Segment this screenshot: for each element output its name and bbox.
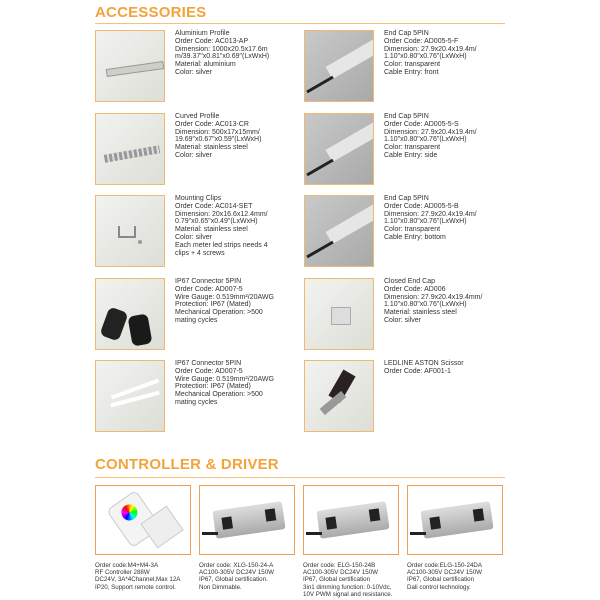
accessory-item — [304, 278, 509, 352]
product-image — [303, 485, 399, 555]
product-spec: 1.10"x0.80"x0.76"(LxWxH) — [384, 301, 467, 309]
product-spec: Material: aluminium — [175, 61, 236, 69]
product-spec: Color: transparent — [384, 61, 441, 69]
accessory-item — [95, 113, 300, 187]
product-spec: 19.69"x0.67"x0.59"(LxWxH) — [175, 136, 262, 144]
product-spec: Material: stainless steel — [175, 144, 248, 152]
product-details — [384, 113, 509, 160]
caption-line: DC24V, 3A*4Channel,Max 12A — [95, 576, 181, 584]
product-image — [95, 195, 165, 267]
product-image — [304, 30, 374, 102]
accessory-item — [95, 278, 300, 352]
product-spec: Order Code: AC013-AP — [175, 37, 249, 45]
caption-line: AC100-305V DC24V 150W — [199, 569, 274, 577]
product-name: LEDLINE ASTON Scissor — [384, 360, 464, 367]
product-spec: Dimension: 27.9x20.4x19.4m/ — [384, 128, 477, 136]
product-name: Curved Profile — [175, 113, 220, 120]
caption-line: Order code: ELG-150-24B — [303, 562, 376, 569]
product-spec: 1.10"x0.80"x0.76"(LxWxH) — [384, 218, 467, 226]
caption-line: 10V PWM signal and resistance. — [303, 590, 393, 598]
caption-line: Dali control technology. — [407, 583, 471, 591]
caption-line: Order code:M4+M4-3A — [95, 562, 159, 569]
accessory-item — [304, 113, 509, 187]
product-spec: Color: silver — [175, 233, 212, 241]
product-details — [384, 360, 509, 376]
product-spec: Color: transparent — [384, 226, 441, 234]
product-spec: Protection: IP67 (Mated) — [175, 301, 251, 309]
divider — [95, 23, 505, 24]
product-name: IP67 Connector 5PIN — [175, 278, 242, 285]
accessory-item — [304, 195, 509, 269]
product-spec: Color: silver — [175, 151, 212, 159]
product-spec: Order Code: AC013-CR — [175, 120, 249, 128]
caption-line: 3in1 dimming function: 0-10Vdc, — [303, 583, 392, 591]
product-details — [384, 30, 509, 77]
product-name: End Cap 5PIN — [384, 113, 429, 120]
product-details — [384, 278, 509, 325]
product-details — [384, 195, 509, 242]
product-spec: Color: transparent — [384, 144, 441, 152]
product-spec: clips + 4 screws — [175, 249, 225, 257]
product-name: Closed End Cap — [384, 278, 435, 285]
product-spec: Material: stainless steel — [384, 309, 457, 317]
product-spec: Each meter led strips needs 4 — [175, 241, 268, 249]
product-name: Mounting Clips — [175, 195, 222, 202]
product-spec: Mechanical Operation: >500 — [175, 309, 263, 317]
controller-heading: CONTROLLER & DRIVER — [95, 456, 279, 473]
caption-line: IP20, Support remote control. — [95, 583, 176, 591]
caption-line: IP67, Global certification — [303, 576, 371, 584]
accessory-item — [304, 360, 509, 434]
product-spec: Protection: IP67 (Mated) — [175, 383, 251, 391]
product-image — [304, 113, 374, 185]
product-image — [304, 360, 374, 432]
product-spec: Order Code: AD005-5-B — [384, 202, 459, 210]
product-caption — [95, 562, 199, 591]
product-spec: Cable Entry: bottom — [384, 233, 446, 241]
caption-line: RF Controller 288W — [95, 569, 150, 577]
product-image — [95, 113, 165, 185]
product-spec: Wire Gauge: 0.519mm²/20AWG — [175, 375, 274, 383]
caption-line: AC100-305V DC24V 150W — [303, 569, 378, 577]
product-spec: Order Code: AD005-5-S — [384, 120, 459, 128]
product-name: Aluminium Profile — [175, 30, 230, 37]
accessory-item — [95, 360, 300, 434]
product-spec: 1.10"x0.80"x0.76"(LxWxH) — [384, 136, 467, 144]
divider — [95, 477, 505, 478]
product-caption — [199, 562, 303, 591]
product-image — [199, 485, 295, 555]
product-spec: Order Code: AD007-5 — [175, 285, 243, 293]
caption-line: IP67, Global certification — [407, 576, 475, 584]
product-spec: mating cycles — [175, 398, 218, 406]
product-spec: Dimension: 20x16.6x12.4mm/ — [175, 210, 268, 218]
product-spec: Material: stainless steel — [175, 226, 248, 234]
product-spec: Order Code: AC014-SET — [175, 202, 253, 210]
product-name: End Cap 5PIN — [384, 195, 429, 202]
accessory-item — [95, 195, 300, 269]
product-details — [175, 195, 300, 257]
product-spec: Dimension: 500x17x15mm/ — [175, 128, 260, 136]
product-spec: Dimension: 27.9x20.4x19.4m/ — [384, 45, 477, 53]
product-name: End Cap 5PIN — [384, 30, 429, 37]
product-spec: 0.79"x0.65"x0.49"(LxWxH) — [175, 218, 258, 226]
caption-line: Non Dimmable. — [199, 583, 242, 591]
product-details — [175, 278, 300, 325]
product-image — [95, 360, 165, 432]
product-spec: Cable Entry: front — [384, 68, 439, 76]
product-spec: Dimension: 27.9x20.4x19.4m/ — [384, 210, 477, 218]
product-image — [407, 485, 503, 555]
product-spec: Order Code: AD006 — [384, 285, 446, 293]
accessory-item — [304, 30, 509, 104]
product-spec: Dimension: 27.9x20.4x19.4mm/ — [384, 293, 483, 301]
product-spec: 1.10"x0.80"x0.76"(LxWxH) — [384, 53, 467, 61]
product-spec: Color: silver — [384, 316, 421, 324]
accessories-heading: ACCESSORIES — [95, 4, 207, 21]
product-image — [95, 485, 191, 555]
product-spec: Dimension: 1000x20.5x17.6m — [175, 45, 268, 53]
product-image — [95, 278, 165, 350]
product-spec: Mechanical Operation: >500 — [175, 391, 263, 399]
caption-line: AC100-305V DC24V 150W — [407, 569, 482, 577]
product-caption — [303, 562, 407, 598]
product-details — [175, 30, 300, 77]
product-spec: Order Code: AF001-1 — [384, 367, 451, 375]
product-image — [304, 195, 374, 267]
product-spec: mating cycles — [175, 316, 218, 324]
product-spec: Order Code: AD007-5 — [175, 367, 243, 375]
product-details — [175, 113, 300, 160]
product-spec: Cable Entry: side — [384, 151, 438, 159]
accessory-item — [95, 30, 300, 104]
caption-line: Order code: XLG-150-24-A — [199, 562, 274, 569]
product-spec: Order Code: AD005-5-F — [384, 37, 459, 45]
product-caption — [407, 562, 511, 591]
product-spec: Color: silver — [175, 68, 212, 76]
product-image — [95, 30, 165, 102]
product-spec: Wire Gauge: 0.519mm²/20AWG — [175, 293, 274, 301]
product-details — [175, 360, 300, 407]
product-spec: m/39.37"x0.81"x0.69"(LxWxH) — [175, 53, 270, 61]
product-name: IP67 Connector 5PIN — [175, 360, 242, 367]
caption-line: IP67, Global certification. — [199, 576, 268, 584]
product-image — [304, 278, 374, 350]
caption-line: Order code:ELG-150-24DA — [407, 562, 482, 569]
